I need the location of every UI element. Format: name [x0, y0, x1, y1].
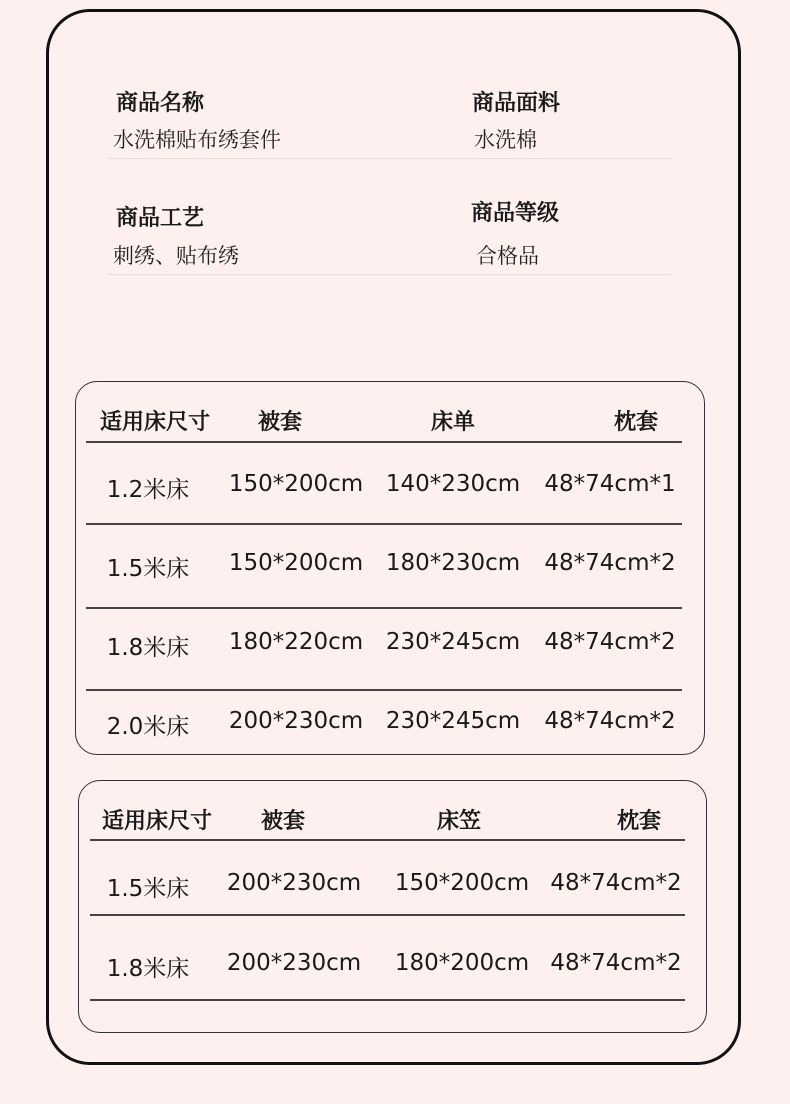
cell-fitted-sheet: 150*200cm — [394, 870, 530, 896]
grade-value: 合格品 — [476, 244, 539, 268]
table-divider — [90, 914, 685, 916]
header-pillowcase: 枕套 — [616, 809, 662, 834]
table-divider — [90, 999, 685, 1001]
cell-pillowcase: 48*74cm*2 — [550, 870, 682, 896]
header-duvet-cover: 被套 — [257, 410, 303, 435]
info-divider — [108, 158, 671, 159]
header-duvet-cover: 被套 — [260, 809, 306, 834]
table-divider — [90, 839, 685, 841]
product-name-label: 商品名称 — [116, 91, 205, 116]
header-fitted-sheet: 床笠 — [436, 809, 482, 834]
cell-duvet-cover: 150*200cm — [228, 550, 364, 576]
fabric-label: 商品面料 — [472, 91, 561, 116]
table-divider — [86, 441, 682, 443]
table-divider — [86, 607, 682, 609]
cell-bed-size: 1.5米床 — [106, 556, 190, 582]
header-bed-size: 适用床尺寸 — [101, 809, 213, 834]
craft-label: 商品工艺 — [116, 206, 205, 231]
cell-bed-size: 1.8米床 — [106, 635, 190, 661]
cell-pillowcase: 48*74cm*2 — [550, 950, 682, 976]
fabric-value: 水洗棉 — [474, 128, 537, 152]
cell-pillowcase: 48*74cm*2 — [544, 708, 676, 734]
cell-duvet-cover: 200*230cm — [226, 870, 362, 896]
header-bed-size: 适用床尺寸 — [99, 410, 211, 435]
cell-duvet-cover: 180*220cm — [228, 629, 364, 655]
cell-bed-size: 2.0米床 — [106, 714, 190, 740]
cell-bed-size: 1.8米床 — [106, 956, 190, 982]
info-divider — [108, 274, 671, 275]
cell-pillowcase: 48*74cm*2 — [544, 629, 676, 655]
table-divider — [86, 523, 682, 525]
cell-fitted-sheet: 180*200cm — [394, 950, 530, 976]
cell-pillowcase: 48*74cm*1 — [544, 471, 676, 497]
cell-sheet: 180*230cm — [385, 550, 521, 576]
cell-duvet-cover: 150*200cm — [228, 471, 364, 497]
grade-label: 商品等级 — [471, 201, 560, 226]
cell-duvet-cover: 200*230cm — [226, 950, 362, 976]
header-sheet: 床单 — [430, 410, 476, 435]
craft-value: 刺绣、贴布绣 — [113, 244, 239, 268]
cell-bed-size: 1.5米床 — [106, 876, 190, 902]
cell-pillowcase: 48*74cm*2 — [544, 550, 676, 576]
product-name-value: 水洗棉贴布绣套件 — [113, 128, 281, 152]
table-divider — [86, 689, 682, 691]
header-pillowcase: 枕套 — [613, 410, 659, 435]
cell-sheet: 230*245cm — [385, 708, 521, 734]
cell-sheet: 140*230cm — [385, 471, 521, 497]
cell-bed-size: 1.2米床 — [106, 477, 190, 503]
cell-sheet: 230*245cm — [385, 629, 521, 655]
cell-duvet-cover: 200*230cm — [228, 708, 364, 734]
